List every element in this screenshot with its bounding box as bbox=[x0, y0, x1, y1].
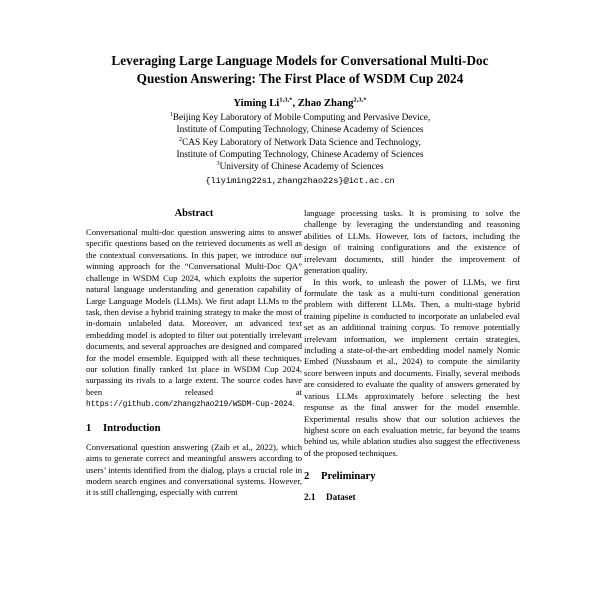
abstract-url-link[interactable]: https://github.com/zhangzhao219/WSDM-Cup-2024 bbox=[86, 400, 293, 410]
subsection-title: Dataset bbox=[326, 492, 356, 503]
affiliation-item bbox=[77, 124, 523, 136]
body-columns bbox=[0, 208, 600, 600]
affiliation-text: CAS Key Laboratory of Network Data Science and Technology, bbox=[182, 137, 422, 148]
affiliation-item bbox=[77, 112, 523, 124]
subsection-number: 2.1 bbox=[304, 492, 316, 503]
author-sup-2: 2,3,* bbox=[353, 96, 367, 104]
page-title bbox=[77, 52, 523, 87]
left-column bbox=[86, 208, 302, 600]
affiliation-list bbox=[77, 112, 523, 173]
affiliation-item bbox=[77, 149, 523, 161]
section-heading-introduction bbox=[86, 423, 302, 435]
section-heading-preliminary bbox=[304, 471, 520, 483]
title-line-1: Leveraging Large Language Models for Conversational Multi-Doc bbox=[111, 53, 489, 68]
subsection-heading-dataset bbox=[304, 492, 520, 503]
right-column bbox=[304, 208, 520, 600]
abstract-paragraph bbox=[86, 227, 302, 411]
affiliation-text: Institute of Computing Technology, Chinese Academy of Sciences bbox=[176, 149, 424, 160]
affiliation-text: Beijing Key Laboratory of Mobile Computing and Pervasive Device, bbox=[172, 113, 431, 123]
author-list bbox=[77, 97, 523, 110]
abstract-text-end: . bbox=[292, 398, 295, 409]
author-name-2: Zhao Zhang bbox=[297, 98, 354, 109]
introduction-paragraph: Conversational question answering (Zaib et al., 2022), which aims to generate correct and meaningful answers according to users’ intents identified from the dialog, plays a crucial role in modern search engines and conversational systems. However, it is still challenging, especially with current bbox=[86, 441, 302, 498]
abstract-text: Conversational multi-doc question answering aims to answer specific questions based on the retrieved documents as well as the contextual conversations. In this paper, we introduce our winning approach for the “Conversational Multi-Doc QA” challenge in WSDM Cup 2024, which exploits the superior natural language understanding and generation capability of Large Language Models (LLMs). We first adapt LLMs to the task, then devise a hybrid training strategy to make the most of in-domain unlabeled data. Moreover, an advanced text embedding model is adopted to filter out potentially irrelevant documents, and several approaches are designed and compared for the model ensemble. Equipped with all these techniques, our solution finally ranked 1st place in WSDM Cup 2024, surpassing its rivals to a large extent. The source codes have been released at bbox=[86, 227, 302, 397]
title-block bbox=[77, 0, 523, 188]
author-email: {liyiming22s1,zhangzhao22s}@ict.ac.cn bbox=[205, 176, 395, 187]
abstract-heading: Abstract bbox=[174, 208, 214, 219]
affiliation-marker: 1 bbox=[169, 110, 173, 118]
section-number: 1 bbox=[86, 422, 92, 434]
section-title: Introduction bbox=[103, 422, 161, 434]
section-title: Preliminary bbox=[321, 471, 376, 483]
author-sup-1: 1,3,* bbox=[279, 96, 293, 104]
title-line-2: Question Answering: The First Place of WSDM Cup 2024 bbox=[136, 70, 464, 86]
section-number: 2 bbox=[304, 471, 310, 483]
affiliation-marker: 2 bbox=[178, 135, 183, 143]
contribution-paragraph: In this work, to unleash the power of LLMs, we first formulate the task as a multi-turn conditional generation problem with different LLMs. Then, a multi-stage hybrid training pipeline is conducted to incorporate an unlabeled eval set as an additional training corpus. To remove potentially irrelevant information, we implement certain strategies, including a state-of-the-art embedding model namely Nomic Embed (Nussbaum et al., 2024) to compute the similarity score between inputs and documents. Finally, several methods are considered to evaluate the quality of answers generated by various LLMs approximately before selecting the best response as the final answer for the model ensemble. Experimental results show that our solution achieves the highest score on each evaluation metric, far beyond the teams behind us, while ablation studies also suggest the effectiveness of the proposed techniques. bbox=[304, 276, 520, 458]
affiliation-item bbox=[77, 137, 523, 149]
author-name-1: Yiming Li bbox=[233, 98, 280, 109]
affiliation-text: Institute of Computing Technology, Chinese Academy of Sciences bbox=[176, 125, 424, 136]
affiliation-item bbox=[77, 161, 523, 173]
continued-paragraph: language processing tasks. It is promising to solve the challenge by leveraging the understanding and reasoning abilities of LLMs. However, lots of factors, including the design of training configurations and the existence of irrelevant documents, still hinder the improvement of generation quality. bbox=[304, 208, 520, 276]
affiliation-marker: 3 bbox=[216, 160, 220, 168]
author-separator: , bbox=[292, 98, 298, 109]
affiliation-text: University of Chinese Academy of Sciences bbox=[219, 162, 384, 173]
